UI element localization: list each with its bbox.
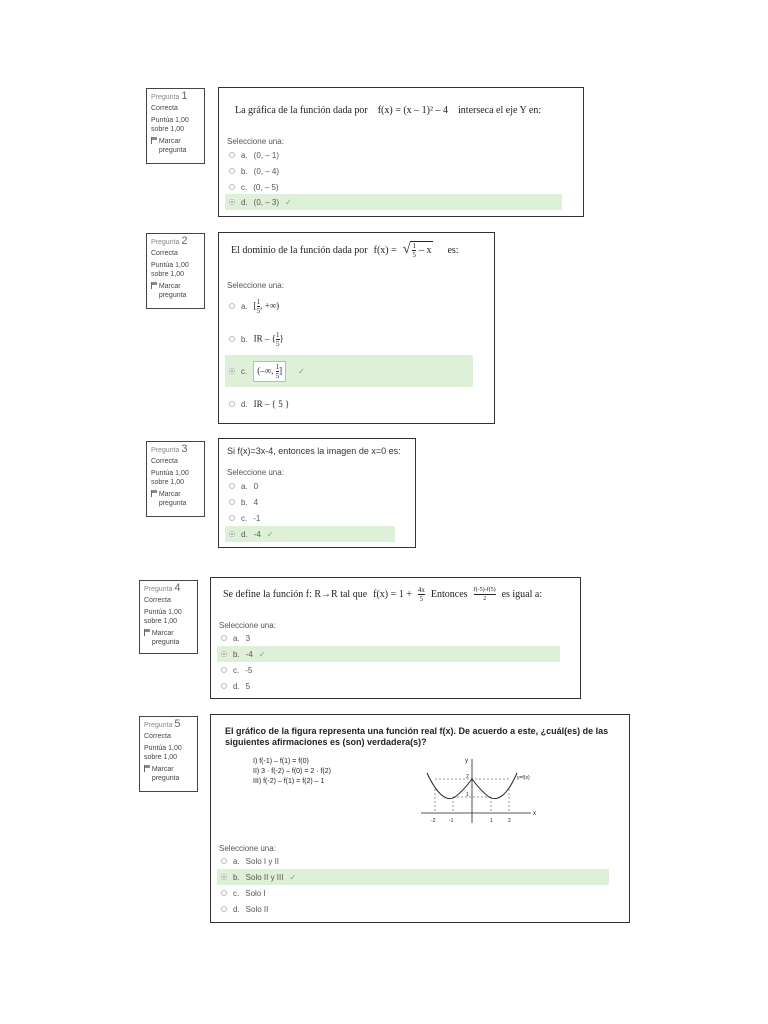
x-tick-label: 2 — [508, 818, 511, 824]
flag-icon — [151, 137, 156, 144]
option-b[interactable]: b. (0, – 4) — [225, 163, 562, 179]
option-a[interactable]: a. [ $\frac{1}{5}$ , +∞) — [225, 295, 473, 317]
radio-button[interactable] — [229, 336, 235, 342]
radio-button[interactable] — [221, 651, 227, 657]
radio-button[interactable] — [221, 683, 227, 689]
y-tick-label: 2 — [466, 774, 469, 780]
question-state: Correcta — [151, 105, 178, 112]
flag-icon — [144, 629, 149, 636]
flag-question-button[interactable]: Marcar pregunta — [144, 629, 193, 647]
flag-question-button[interactable]: Marcar pregunta — [151, 490, 200, 508]
radio-button[interactable] — [221, 890, 227, 896]
option-c[interactable]: c. -1 — [225, 510, 395, 526]
option-c[interactable]: c. (–∞, $\frac{1}{5}$ ] ✓ — [225, 355, 473, 387]
question-box-1 — [218, 87, 584, 217]
question-number: 1 — [181, 90, 188, 102]
radio-button[interactable] — [221, 906, 227, 912]
question-text: Si f(x)=3x-4, entonces la imagen de x=0 es: — [227, 446, 401, 456]
option-c[interactable]: c. -5 — [217, 662, 560, 678]
option-a[interactable]: a. 3 — [217, 630, 560, 646]
radio-button[interactable] — [229, 499, 235, 505]
check-icon: ✓ — [289, 872, 297, 882]
statements — [253, 757, 331, 787]
option-d[interactable]: d. 5 — [217, 678, 560, 694]
check-icon: ✓ — [298, 366, 305, 376]
flag-question-button[interactable]: Marcar pregunta — [144, 765, 193, 783]
question-grade: Puntúa 1,00 sobre 1,00 — [151, 470, 189, 486]
radio-button[interactable] — [229, 152, 235, 158]
question-number: 3 — [181, 443, 188, 455]
question-state: Correcta — [144, 597, 171, 604]
statement-1: I) f(-1) – f(1) = f(0) — [253, 758, 309, 765]
select-one-prompt: Seleccione una: — [227, 281, 284, 290]
sqrt-expression: √ $\frac{1}{5}$ – x — [402, 242, 432, 259]
radio-button[interactable] — [229, 531, 235, 537]
option-a[interactable]: a. Solo I y II — [217, 853, 609, 869]
option-d[interactable]: d. -4 ✓ — [225, 526, 395, 542]
option-d[interactable]: d. IR – { 5 } — [225, 395, 473, 413]
option-b[interactable]: b. IR – { $\frac{1}{5}$ } — [225, 328, 473, 350]
flag-icon — [151, 490, 156, 497]
flag-icon — [144, 765, 149, 772]
radio-button[interactable] — [221, 858, 227, 864]
function-label: y=f(x) — [517, 775, 530, 781]
option-a[interactable]: a. 0 — [225, 478, 395, 494]
question-box-2 — [218, 232, 495, 424]
radio-button[interactable] — [229, 184, 235, 190]
radio-button[interactable] — [229, 483, 235, 489]
question-box-3 — [218, 438, 416, 548]
option-c[interactable]: c. (0, – 5) — [225, 179, 562, 195]
statement-3: III) f(-2) – f(1) = f(2) – 1 — [253, 778, 325, 785]
radio-button[interactable] — [229, 401, 235, 407]
radio-button[interactable] — [221, 635, 227, 641]
x-tick-label: 1 — [490, 818, 493, 824]
question-box-4 — [210, 577, 581, 699]
question-state: Correcta — [151, 458, 178, 465]
option-b[interactable]: b. 4 — [225, 494, 395, 510]
statement-2: II) 3 · f(-2) – f(0) = 2 · f(2) — [253, 768, 331, 775]
question-info-5: Pregunta 5 Correcta Puntúa 1,00 sobre 1,00 Marcar pregunta — [139, 716, 198, 792]
question-text: Se define la función f: R→R tal que f(x) = 1 + $\frac{4x}{5}$ Entonces $\frac{f(-5)-f(5)}{2}$ es igual a: — [223, 586, 543, 603]
question-text: El gráfico de la figura representa una función real f(x). De acuerdo a este, ¿cuál(es) de las siguientes afirmaciones es (son) verdadera(s)? — [225, 726, 609, 747]
y-tick-label: 1 — [466, 792, 469, 798]
question-state: Correcta — [144, 733, 171, 740]
radio-button[interactable] — [229, 303, 235, 309]
question-box-5 — [210, 714, 630, 923]
question-grade: Puntúa 1,00 sobre 1,00 — [151, 117, 189, 133]
flag-icon — [151, 282, 156, 289]
question-number: 4 — [174, 582, 181, 594]
radio-button[interactable] — [229, 515, 235, 521]
option-a[interactable]: a. (0, – 1) — [225, 147, 562, 163]
radio-button[interactable] — [229, 168, 235, 174]
option-c[interactable]: c. Solo I — [217, 885, 609, 901]
question-info-3: Pregunta 3 Correcta Puntúa 1,00 sobre 1,00 Marcar pregunta — [146, 441, 205, 517]
check-icon: ✓ — [266, 529, 274, 539]
radio-button[interactable] — [221, 667, 227, 673]
question-number: 2 — [181, 235, 188, 247]
x-tick-label: -1 — [449, 818, 454, 824]
function-graph — [415, 753, 545, 833]
question-text: El dominio de la función dada por f(x) = √ $\frac{1}{5}$ – x es: — [231, 242, 459, 259]
option-d[interactable]: d. Solo II — [217, 901, 609, 917]
question-grade: Puntúa 1,00 sobre 1,00 — [144, 745, 182, 761]
question-grade: Puntúa 1,00 sobre 1,00 — [151, 262, 189, 278]
radio-button[interactable] — [229, 199, 235, 205]
check-icon: ✓ — [258, 649, 266, 659]
question-number: 5 — [174, 718, 181, 730]
flag-question-button[interactable]: Marcar pregunta — [151, 282, 200, 300]
question-info-4: Pregunta 4 Correcta Puntúa 1,00 sobre 1,00 Marcar pregunta — [139, 580, 198, 654]
option-b[interactable]: b. -4 ✓ — [217, 646, 560, 662]
select-one-prompt: Seleccione una: — [227, 137, 284, 146]
select-one-prompt: Seleccione una: — [227, 468, 284, 477]
radio-button[interactable] — [221, 874, 227, 880]
option-b[interactable]: b. Solo II y III ✓ — [217, 869, 609, 885]
select-one-prompt: Seleccione una: — [219, 844, 276, 853]
radio-button[interactable] — [229, 368, 235, 374]
select-one-prompt: Seleccione una: — [219, 621, 276, 630]
question-info-2: Pregunta 2 Correcta Puntúa 1,00 sobre 1,00 Marcar pregunta — [146, 233, 205, 309]
question-grade: Puntúa 1,00 sobre 1,00 — [144, 609, 182, 625]
option-d[interactable]: d. (0, – 3) ✓ — [225, 194, 562, 210]
y-axis-label: y — [465, 758, 468, 764]
question-state: Correcta — [151, 250, 178, 257]
flag-question-button[interactable]: Marcar pregunta — [151, 137, 200, 155]
x-axis-label: x — [533, 811, 536, 817]
x-tick-label: -2 — [431, 818, 436, 824]
question-info-1: Pregunta 1 Correcta Puntúa 1,00 sobre 1,00 Marcar pregunta — [146, 88, 205, 164]
question-text: La gráfica de la función dada por f(x) = (x – 1)² – 4 interseca el eje Y en: — [235, 105, 542, 116]
check-icon: ✓ — [285, 197, 292, 207]
